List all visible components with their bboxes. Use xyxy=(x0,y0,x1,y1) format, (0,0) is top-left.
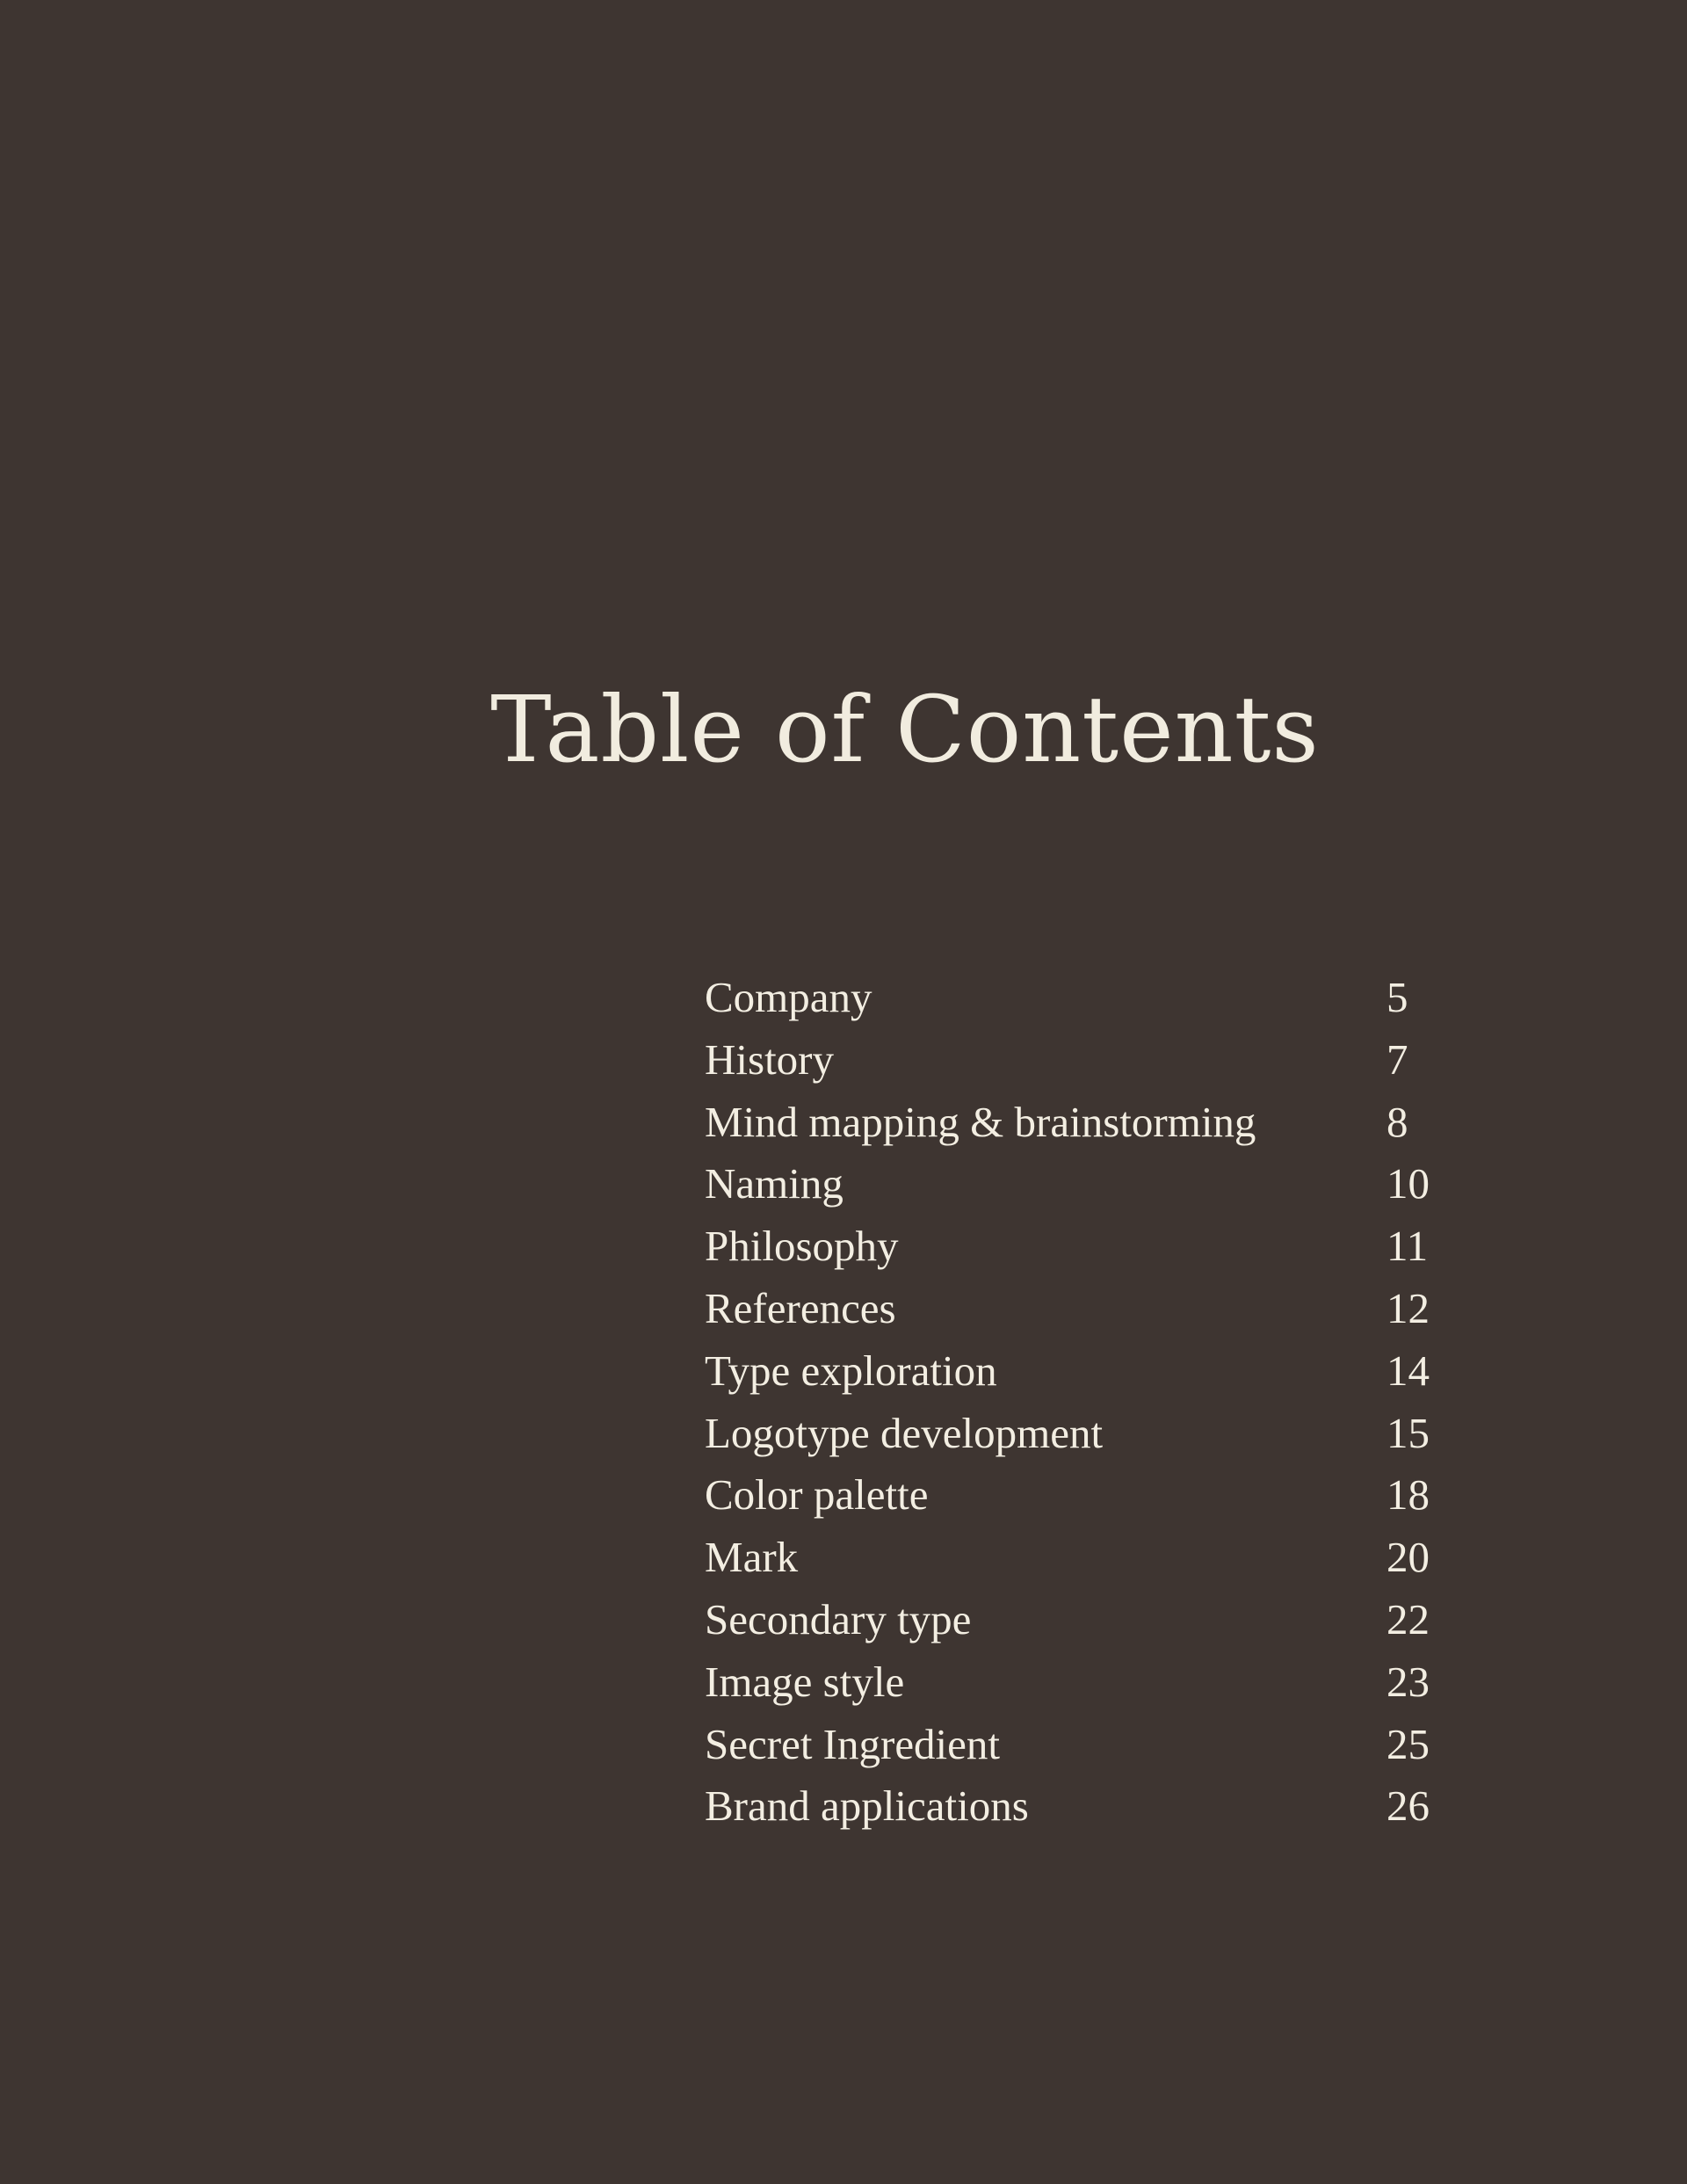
toc-entry xyxy=(705,1589,1495,1651)
toc-entry xyxy=(705,1029,1495,1092)
toc-entry xyxy=(705,1278,1495,1340)
toc-entry-label: Secondary type xyxy=(705,1594,972,1643)
toc-entry-label: Color palette xyxy=(705,1470,929,1520)
toc-entry xyxy=(705,1092,1495,1154)
page-title: Table of Contents xyxy=(490,676,1320,783)
toc-entry-page-number: 22 xyxy=(1387,1594,1430,1643)
toc-entry-label: Mind mapping & brainstorming xyxy=(705,1097,1256,1146)
toc-entry-label: Secret Ingredient xyxy=(705,1719,1001,1768)
table-of-contents xyxy=(705,967,1495,1838)
toc-entry-label: Image style xyxy=(705,1657,905,1706)
toc-entry xyxy=(705,1403,1495,1465)
toc-entry-page-number: 12 xyxy=(1387,1283,1430,1332)
toc-entry-page-number: 10 xyxy=(1387,1159,1430,1208)
toc-entry-page-number: 15 xyxy=(1387,1408,1430,1457)
toc-entry-label: Mark xyxy=(705,1533,799,1582)
toc-entry xyxy=(705,1464,1495,1527)
toc-entry xyxy=(705,1340,1495,1403)
toc-entry-page-number: 11 xyxy=(1387,1222,1429,1271)
toc-entry-page-number: 7 xyxy=(1387,1034,1408,1084)
toc-entry-label: Company xyxy=(705,973,872,1021)
toc-entry xyxy=(705,1651,1495,1714)
toc-entry-label: Brand applications xyxy=(705,1781,1029,1831)
toc-entry-page-number: 8 xyxy=(1387,1097,1408,1146)
toc-entry xyxy=(705,1775,1495,1838)
toc-entry-label: History xyxy=(705,1034,834,1084)
toc-entry-page-number: 26 xyxy=(1387,1781,1430,1831)
toc-entry xyxy=(705,967,1495,1029)
toc-entry-label: Type exploration xyxy=(705,1346,997,1395)
toc-entry-page-number: 14 xyxy=(1387,1346,1430,1395)
toc-entry xyxy=(705,1215,1495,1278)
toc-entry-page-number: 23 xyxy=(1387,1657,1430,1706)
toc-entry-label: References xyxy=(705,1283,896,1332)
toc-entry xyxy=(705,1153,1495,1215)
toc-entry-page-number: 5 xyxy=(1387,973,1408,1021)
toc-entry-label: Naming xyxy=(705,1159,844,1208)
toc-entry-page-number: 18 xyxy=(1387,1470,1430,1520)
toc-entry xyxy=(705,1714,1495,1776)
toc-entry-page-number: 25 xyxy=(1387,1719,1430,1768)
toc-entry xyxy=(705,1527,1495,1589)
toc-entry-label: Philosophy xyxy=(705,1222,899,1271)
toc-entry-page-number: 20 xyxy=(1387,1533,1430,1582)
toc-entry-label: Logotype development xyxy=(705,1408,1104,1457)
